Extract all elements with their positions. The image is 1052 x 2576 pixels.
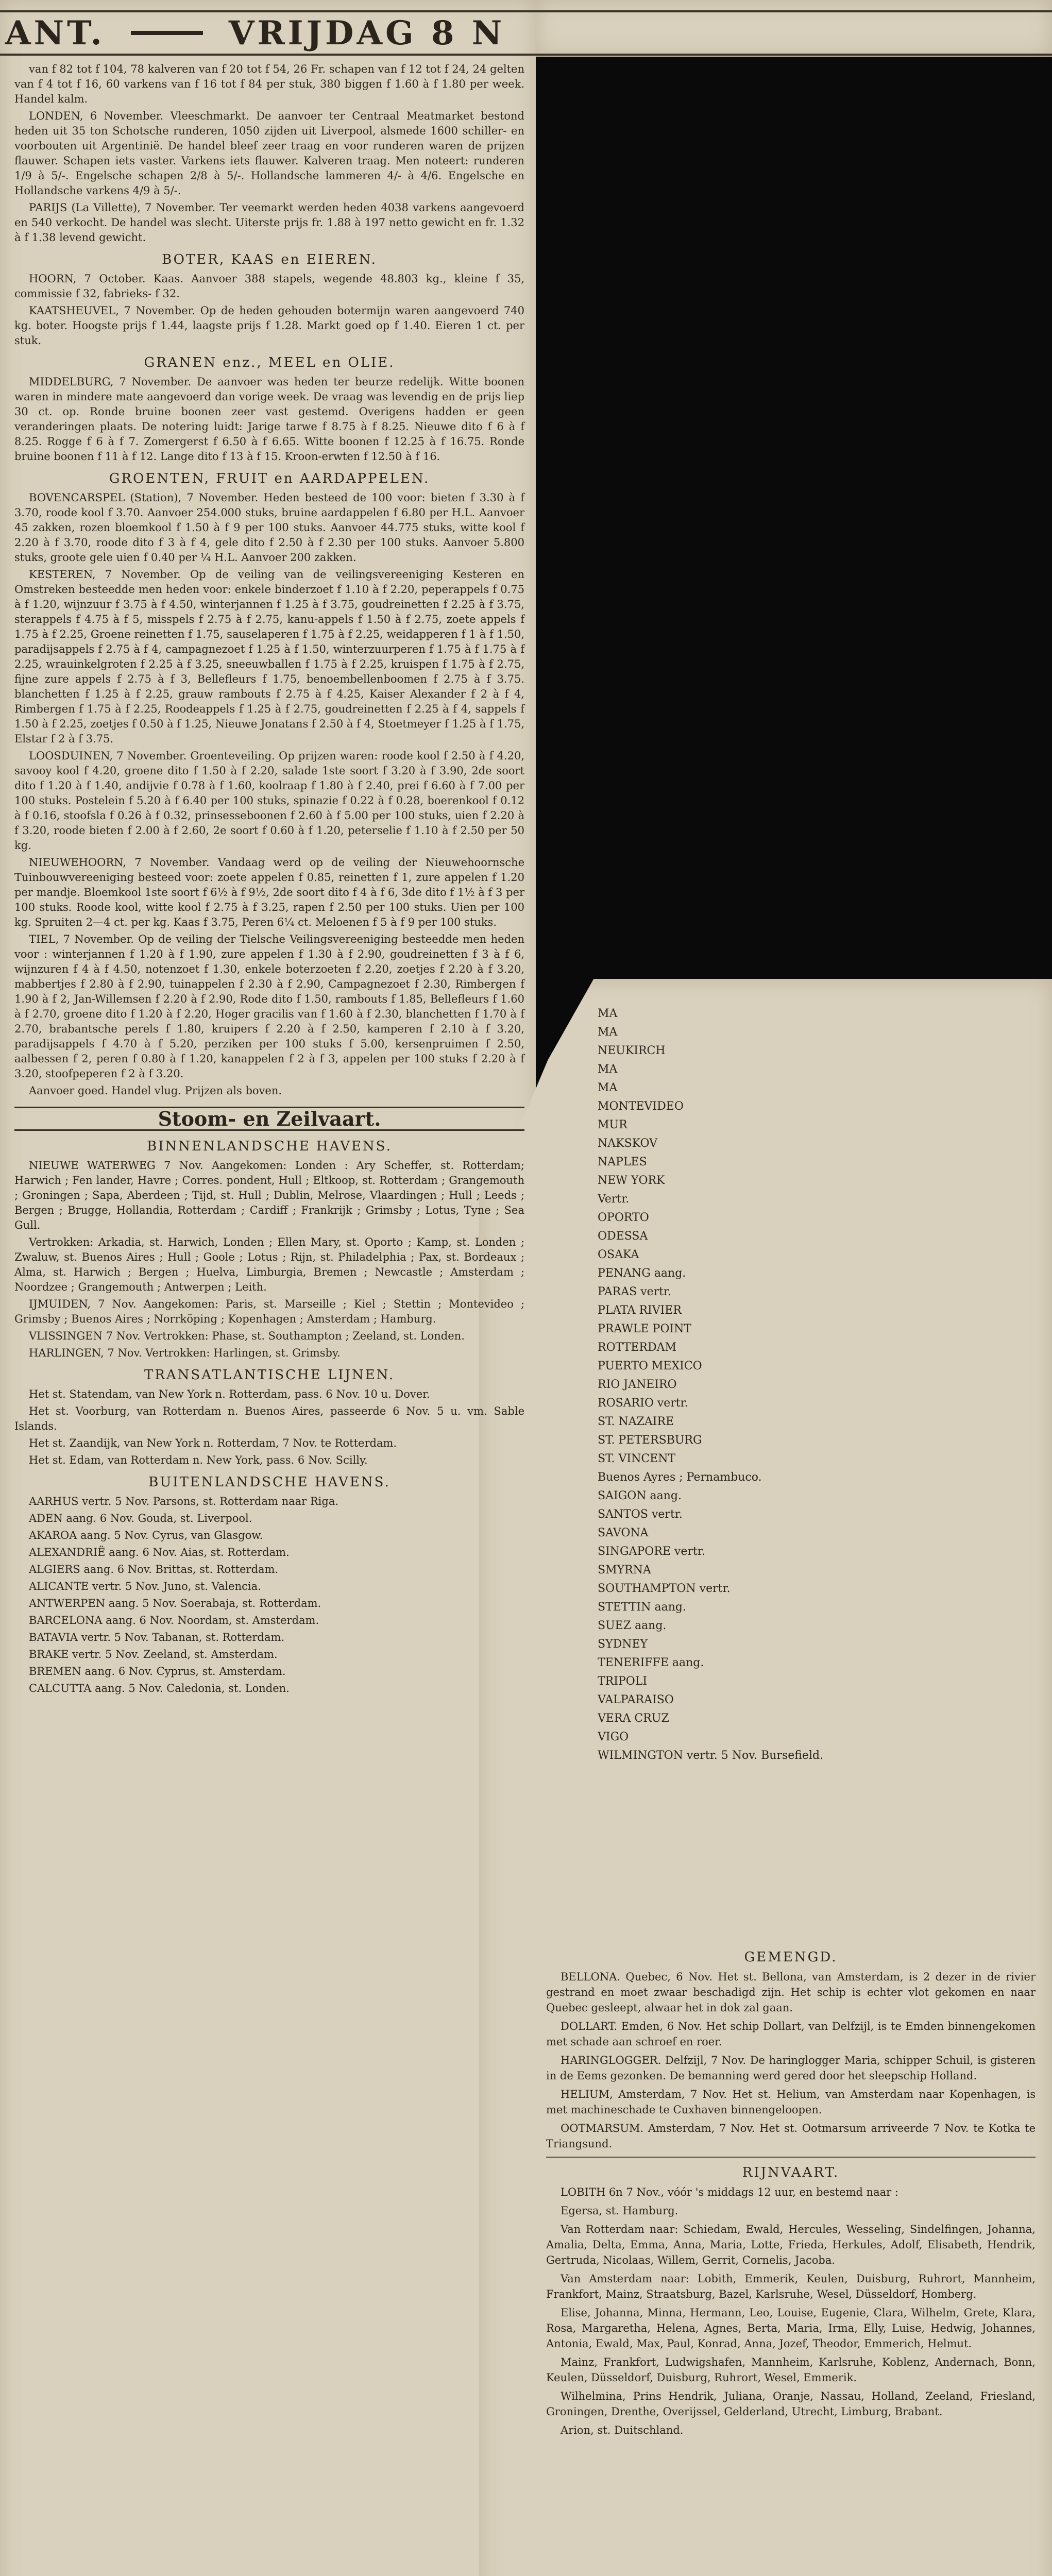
- paragraph: Van Amsterdam naar: Lobith, Emmerik, Keulen, Duisburg, Ruhrort, Mannheim, Frankfort, Mainz, Straatsburg, Bazel, Karlsruhe, Wesel, Düsseldorf, Homberg.: [546, 2273, 1036, 2300]
- section-heading: BUITENLANDSCHE HAVENS.: [148, 1475, 391, 1490]
- paragraph: ANTWERPEN aang. 5 Nov. Soerabaja, st. Rotterdam.: [29, 1597, 321, 1609]
- paragraph: Het st. Edam, van Rotterdam n. New York, pass. 6 Nov. Scilly.: [29, 1454, 368, 1466]
- paragraph: Egersa, st. Hamburg.: [561, 2205, 678, 2217]
- port-entry: ST. PETERSBURG: [598, 1434, 702, 1447]
- paragraph: Elise, Johanna, Minna, Hermann, Leo, Louise, Eugenie, Clara, Wilhelm, Grete, Klara, Rosa, Margaretha, Helena, Agnes, Berta, Maria, Irma, Elly, Luise, Hedwig, Johannes, Antonia, Ewald, Max, Paul, Konrad, Anna, Jozef, Theodor, Emmerich, Helmut.: [546, 2307, 1036, 2350]
- port-entry: Vertr.: [598, 1193, 630, 1206]
- masthead-rule: [131, 31, 203, 35]
- paragraph: Wilhelmina, Prins Hendrik, Juliana, Oranje, Nassau, Holland, Zeeland, Friesland, Groningen, Drenthe, Overijssel, Gelderland, Utrecht, Limburg, Brabant.: [546, 2390, 1036, 2418]
- masthead: [0, 10, 1052, 56]
- paragraph: van f 82 tot f 104, 78 kalveren van f 20 tot f 54, 26 Fr. schapen van f 12 tot f 24, 24 gelten van f 4 tot f 16, 60 varkens van f 16 tot f 84 per stuk, 380 biggen f 1.60 à f 1.80 per week. Handel kalm.: [14, 63, 524, 105]
- port-entry: SAIGON aang.: [598, 1489, 682, 1502]
- paragraph: KESTEREN, 7 November. Op de veiling van de veilingsvereeniging Kesteren en Omstreken besteedde men heden voor: enkele binderzoet f 1.10 à f 2.20, peperappels f 0.75 à f 1.20, wijnzuur f 3.75 à f 4.50, winterjannen f 1.25 à f 3.75, goudreinetten f 2.25 à f 3.75, sterappels f 4.75 à f 5, misspels f 2.75 à f 2.75, kanu-appels f 1.50 à f 2.75, zoete appels f 1.75 à f 2.25, Groene reinetten f 1.75, sauselaperen f 1.75 à f 2.25, weidapperen f 1 à f 1.50, paradijsappels f 2.75 à f 4, campagnezoet f 1.25 à f 1.50, winterzuurperen f 1.75 à f 1.75 à f 2.25, wrauinkelgroten f 2.25 à f 3.25, sneeuwballen f 1.75 à f 2.25, kruispen f 1.75 à f 2.75, fijne zure appels f 2.75 à f 3, Bellefleurs f 1.75, benoembellenboomen f 2.75 à f 3.75. blanchetten f 1.25 à f 2.25, grauw rambouts f 2.75 à f 4.25, Kaiser Alexander f 2 à f 4, Rimbergen f 1.75 à f 2.25, Roodeappels f 1.25 à f 2.75, goudreinetten f 2.25 à f 4, sappels f 1.50 à f 2.25, zoetjes f 0.50 à f 1.25, Nieuwe Jonatans f 2.50 à f 4, Stoetmeyer f 1.25 à f 1.75, Elstar f 2 à f 3.75.: [14, 568, 524, 745]
- port-entry: PARAS vertr.: [598, 1285, 672, 1298]
- paragraph: HARINGLOGGER. Delfzijl, 7 Nov. De haringlogger Maria, schipper Schuil, is gisteren in de Eems gezonken. De bemanning werd gered door het sleepschip Holland.: [546, 2054, 1036, 2082]
- port-entry: MONTEVIDEO: [598, 1100, 684, 1113]
- port-entry: NAPLES: [598, 1156, 647, 1168]
- paragraph: ADEN aang. 6 Nov. Gouda, st. Liverpool.: [29, 1512, 252, 1524]
- masthead-left: ANT.: [5, 13, 105, 53]
- port-entry: NEUKIRCH: [598, 1044, 666, 1057]
- paragraph: NIEUWE WATERWEG 7 Nov. Aangekomen: Londen : Ary Scheffer, st. Rotterdam; Harwich ; Fen lander, Havre ; Corres. pondent, Hull ; Eltkoop, st. Rotterdam ; Grangemouth ; Groningen ; Sapa, Aberdeen ; Tijd, st. Hull ; Dublin, Melrose, Vlaardingen ; Hull ; Leeds ; Bergen ; Brugge, Hollandia, Rotterdam ; Cardiff ; Frankrijk ; Grimsby ; Lotus, Tyne ; Sea Gull.: [14, 1159, 524, 1231]
- paragraph: CALCUTTA aang. 5 Nov. Caledonia, st. Londen.: [29, 1682, 290, 1694]
- paragraph: ALEXANDRIË aang. 6 Nov. Aias, st. Rotterdam.: [29, 1546, 290, 1558]
- port-entry: MA: [598, 1081, 618, 1094]
- torn-gap: [536, 57, 1052, 979]
- port-entry: NEW YORK: [598, 1174, 665, 1187]
- section-heading: GRANEN enz., MEEL en OLIE.: [144, 355, 395, 370]
- port-entry: SMYRNA: [598, 1564, 651, 1577]
- shipping-heading: Stoom- en Zeilvaart.: [14, 1107, 524, 1131]
- paragraph: LOBITH 6n 7 Nov., vóór 's middags 12 uur, en bestemd naar :: [561, 2186, 898, 2198]
- port-entry: MA: [598, 1007, 618, 1020]
- port-entry: VIGO: [598, 1731, 629, 1743]
- divider: [546, 2157, 1036, 2158]
- port-entry: PLATA RIVIER: [598, 1304, 682, 1317]
- port-entry: OSAKA: [598, 1248, 639, 1261]
- port-entry: VALPARAISO: [598, 1693, 674, 1706]
- paragraph: KAATSHEUVEL, 7 November. Op de heden gehouden botermijn waren aangevoerd 740 kg. boter. Hoogste prijs f 1.44, laagste prijs f 1.28. Markt goed op f 1.40. Eieren 1 ct. per stuk.: [14, 304, 524, 347]
- port-entry: RIO JANEIRO: [598, 1378, 677, 1391]
- paragraph: BATAVIA vertr. 5 Nov. Tabanan, st. Rotterdam.: [29, 1631, 285, 1643]
- port-entry: ST. NAZAIRE: [598, 1415, 674, 1428]
- section-heading: BOTER, KAAS en EIEREN.: [162, 252, 377, 267]
- paragraph: Het st. Voorburg, van Rotterdam n. Buenos Aires, passeerde 6 Nov. 5 u. vm. Sable Islands.: [14, 1405, 524, 1432]
- port-entry: SOUTHAMPTON vertr.: [598, 1582, 731, 1595]
- port-entry: ST. VINCENT: [598, 1452, 676, 1465]
- paragraph: PARIJS (La Villette), 7 November. Ter veemarkt werden heden 4038 varkens aangevoerd en 540 verkocht. De handel was slecht. Uiterste prijs fr. 1.88 à 197 netto gewicht en fr. 1.32 à f 1.38 levend gewicht.: [14, 201, 524, 244]
- section-heading: GROENTEN, FRUIT en AARDAPPELEN.: [109, 471, 430, 486]
- paragraph: ALICANTE vertr. 5 Nov. Juno, st. Valencia.: [29, 1580, 261, 1592]
- paragraph: BOVENCARSPEL (Station), 7 November. Heden besteed de 100 voor: bieten f 3.30 à f 3.70, roode kool f 3.70. Aanvoer 254.000 stuks, bruine aardappelen f 6.80 per H.L. Aanvoer 45 zakken, rozen bloemkool f 1.50 à f 9 per 100 stuks. Aanvoer 44.775 stuks, witte kool f 2.20 à f 3.70, roode dito f 3 à f 4, gele dito f 2.50 à f 2.30 per 100 stuks. Aanvoer 5.800 stuks, groote gele uien f 0.40 per ¼ H.L. Aanvoer 200 zakken.: [14, 492, 524, 564]
- port-entry: TRIPOLI: [598, 1675, 648, 1688]
- paragraph: HOORN, 7 October. Kaas. Aanvoer 388 stapels, wegende 48.803 kg., kleine f 35, commissie f 32, fabrieks- f 32.: [14, 273, 524, 300]
- port-entry: PRAWLE POINT: [598, 1323, 692, 1335]
- masthead-day: VRIJDAG 8 N: [228, 13, 505, 53]
- paragraph: TIEL, 7 November. Op de veiling der Tielsche Veilingsvereeniging besteedde men heden voor : winterjannen f 1.20 à f 1.90, zure appelen f 1.30 à f 2.90, goudreinetten f 3 à f 6, wijnzuren f 4 à f 4.50, notenzoet f 1.30, enkele boterzoeten f 2.20, zoetjes f 2.20 à f 3.20, mabbertjes f 2.80 à f 2.90, tuinappelen f 2.30 à f 2.90, Campagnezoet f 2.30, Rimbergen f 1.90 à f 2, Jan-Willemsen f 2.20 à f 2.90, Rode dito f 1.50, rambouts f 1.85, Bellefleurs f 1.60 à f 2.70, groene dito f 1.20 à f 2.20, Hoger gracilis van f 1.60 à f 2.30, blanchetten f 1.70 à f 2.70, brabantsche perels f 1.80, kruipers f 2.20 à f 2.50, kamperen f 2.10 à f 3.20, paradijsappels f 4.70 à f 5.20, perziken per 100 stuks f 5.00, kersenpruimen f 2.50, aalbessen f 2, peren f 0.80 à f 1.20, kanappelen f 2 à f 3, appelen per 100 stuks f 2.20 à f 3.20, stoofpeperen f 2 à f 3.20.: [14, 933, 524, 1080]
- paragraph: Van Rotterdam naar: Schiedam, Ewald, Hercules, Wesseling, Sindelfingen, Johanna, Amalia, Delta, Emma, Anna, Maria, Lotte, Frieda, Herkules, Adolf, Elisabeth, Hendrik, Gertruda, Nicolaas, Willem, Gerrit, Cornelis, Jacoba.: [546, 2223, 1036, 2266]
- paragraph: OOTMARSUM. Amsterdam, 7 Nov. Het st. Ootmarsum arriveerde 7 Nov. te Kotka te Triangsund.: [546, 2122, 1036, 2150]
- port-entry: STETTIN aang.: [598, 1601, 686, 1614]
- right-article-column: [546, 1942, 1036, 2441]
- section-heading: BINNENLANDSCHE HAVENS.: [147, 1139, 392, 1154]
- port-entry: PUERTO MEXICO: [598, 1360, 702, 1372]
- paragraph: Het st. Zaandijk, van New York n. Rotterdam, 7 Nov. te Rotterdam.: [29, 1437, 397, 1449]
- port-entry: PENANG aang.: [598, 1267, 686, 1280]
- port-entry: SYDNEY: [598, 1638, 648, 1651]
- paragraph: Het st. Statendam, van New York n. Rotterdam, pass. 6 Nov. 10 u. Dover.: [29, 1388, 430, 1400]
- port-entry: SAVONA: [598, 1527, 649, 1539]
- port-entry: TENERIFFE aang.: [598, 1656, 704, 1669]
- port-entry: ODESSA: [598, 1230, 648, 1243]
- port-entry: MA: [598, 1063, 618, 1076]
- section-heading: RIJNVAART.: [742, 2165, 840, 2180]
- paragraph: ALGIERS aang. 6 Nov. Brittas, st. Rotterdam.: [29, 1563, 279, 1575]
- port-entry: MA: [598, 1026, 618, 1039]
- paragraph: DOLLART. Emden, 6 Nov. Het schip Dollart, van Delfzijl, is te Emden binnengekomen met schade aan schroef en roer.: [546, 2020, 1036, 2048]
- paragraph: IJMUIDEN, 7 Nov. Aangekomen: Paris, st. Marseille ; Kiel ; Stettin ; Montevideo ; Grimsby ; Buenos Aires ; Norrköping ; Kopenhagen ; Amsterdam ; Hamburg.: [14, 1298, 524, 1325]
- port-entry: SANTOS vertr.: [598, 1508, 683, 1521]
- right-port-list: [598, 1005, 1041, 1765]
- paragraph: AKAROA aang. 5 Nov. Cyrus, van Glasgow.: [29, 1529, 263, 1541]
- paragraph: Aanvoer goed. Handel vlug. Prijzen als boven.: [29, 1084, 282, 1097]
- port-entry: SUEZ aang.: [598, 1619, 667, 1632]
- paragraph: LOOSDUINEN, 7 November. Groenteveiling. Op prijzen waren: roode kool f 2.50 à f 4.20, savooy kool f 4.20, groene dito f 1.50 à f 2.20, salade 1ste soort f 3.20 à f 3.90, 2de soort dito f 1.20 à f 1.40, andijvie f 0.78 à f 1.60, koolraap f 1.80 à f 2.40, prei f 6.60 à f 7.00 per 100 stuks. Postelein f 5.20 à f 6.40 per 100 stuks, spinazie f 0.22 à f 0.28, boerenkool f 0.12 à f 0.16, stoofsla f 0.26 à f 0.32, prinsesseboonen f 2.60 à f 5.00 per 100 stuks, uien f 2.20 à f 3.20, roode bieten f 2.00 à f 2.60, 2e soort f 0.60 à f 1.20, peterselie f 1.10 à f 2.50 per 50 kg.: [14, 750, 524, 852]
- paragraph: Mainz, Frankfort, Ludwigshafen, Mannheim, Karlsruhe, Koblenz, Andernach, Bonn, Keulen, Düsseldorf, Duisburg, Ruhrort, Wesel, Emmerik.: [546, 2356, 1036, 2384]
- port-entry: NAKSKOV: [598, 1137, 658, 1150]
- port-entry: WILMINGTON vertr. 5 Nov. Bursefield.: [598, 1749, 824, 1762]
- paragraph: LONDEN, 6 November. Vleeschmarkt. De aanvoer ter Centraal Meatmarket bestond heden uit 35 ton Schotsche runderen, 1050 zijden uit Liverpool, alsmede 1600 schiller- en voorbouten uit Argentinië. De handel bleef zeer traag en voor runderen waren de prijzen flauwer. Schapen iets vaster. Varkens iets flauwer. Kalveren traag. Men noteert: runderen 1/9 à 5/-. Engelsche schapen 2/8 à 5/-. Hollandsche lammeren 4/- à 4/6. Engelsche en Hollandsche varkens 4/9 à 5/-.: [14, 110, 524, 197]
- section-heading: GEMENGD.: [744, 1950, 838, 1965]
- paragraph: HARLINGEN, 7 Nov. Vertrokken: Harlingen, st. Grimsby.: [29, 1347, 341, 1359]
- paragraph: Vertrokken: Arkadia, st. Harwich, Londen ; Ellen Mary, st. Oporto ; Kamp, st. Londen ; Zwaluw, st. Buenos Aires ; Hull ; Goole ; Lotus ; Rijn, st. Philadelphia ; Pax, st. Bordeaux ; Alma, st. Harwich ; Bergen ; Huelva, Limburgia, Bremen ; Newcastle ; Amsterdam ; Noordzee ; Grangemouth ; Antwerpen ; Leith.: [14, 1236, 524, 1293]
- port-entry: VERA CRUZ: [598, 1712, 669, 1725]
- paragraph: BREMEN aang. 6 Nov. Cyprus, st. Amsterdam.: [29, 1665, 286, 1677]
- port-entry: ROSARIO vertr.: [598, 1397, 688, 1410]
- port-entry: ROTTERDAM: [598, 1341, 677, 1354]
- paragraph: Arion, st. Duitschland.: [561, 2424, 684, 2436]
- paragraph: VLISSINGEN 7 Nov. Vertrokken: Phase, st. Southampton ; Zeeland, st. Londen.: [29, 1330, 465, 1342]
- paragraph: NIEUWEHOORN, 7 November. Vandaag werd op de veiling der Nieuwehoornsche Tuinbouwvereeniging besteed voor: zoete appelen f 0.85, reinetten f 1, zure appelen f 1.20 per mandje. Bloemkool 1ste soort f 6½ à f 9½, 2de soort dito f 4 à f 6, 3de dito f 1½ à f 3 per 100 stuks. Roode kool, witte kool f 2.75 à f 3.25, rapen f 2.50 per 100 stuks. Uien per 100 kg. Spruiten 2—4 ct. per kg. Kaas f 3.75, Peren 6¼ ct. Meloenen f 5 à f 9 per 100 stuks.: [14, 856, 524, 928]
- section-heading: TRANSATLANTISCHE LIJNEN.: [144, 1367, 395, 1383]
- left-article-column: [14, 62, 524, 1698]
- paragraph: HELIUM, Amsterdam, 7 Nov. Het st. Helium, van Amsterdam naar Kopenhagen, is met machineschade te Cuxhaven binnengeloopen.: [546, 2088, 1036, 2116]
- port-entry: SINGAPORE vertr.: [598, 1545, 705, 1558]
- paragraph: AARHUS vertr. 5 Nov. Parsons, st. Rotterdam naar Riga.: [29, 1495, 339, 1507]
- paragraph: MIDDELBURG, 7 November. De aanvoer was heden ter beurze redelijk. Witte boonen waren in mindere mate aangevoerd dan vorige week. De vraag was levendig en de prijs liep 30 ct. op. Ronde bruine boonen zeer vast gestemd. Overigens hadden er geen veranderingen plaats. De notering luidt: Jarige tarwe f 8.75 à f 8.25. Nieuwe dito f 6 à f 8.25. Rogge f 6 à f 7. Zomergerst f 6.50 à f 6.65. Witte boonen f 12.25 à f 16.75. Ronde bruine boonen f 11 à f 12. Lange dito f 13 à f 15. Kroon-erwten f 12.50 à f 16.: [14, 376, 524, 463]
- paragraph: BELLONA. Quebec, 6 Nov. Het st. Bellona, van Amsterdam, is 2 dezer in de rivier gestrand en moet zwaar beschadigd zijn. Het schip is echter vlot gekomen en naar Quebec gesleept, alwaar het in dok zal gaan.: [546, 1971, 1036, 2014]
- paragraph: BARCELONA aang. 6 Nov. Noordam, st. Amsterdam.: [29, 1614, 319, 1626]
- port-entry: OPORTO: [598, 1211, 649, 1224]
- port-entry: MUR: [598, 1118, 627, 1131]
- port-entry: Buenos Ayres ; Pernambuco.: [598, 1471, 762, 1484]
- paragraph: BRAKE vertr. 5 Nov. Zeeland, st. Amsterdam.: [29, 1648, 278, 1660]
